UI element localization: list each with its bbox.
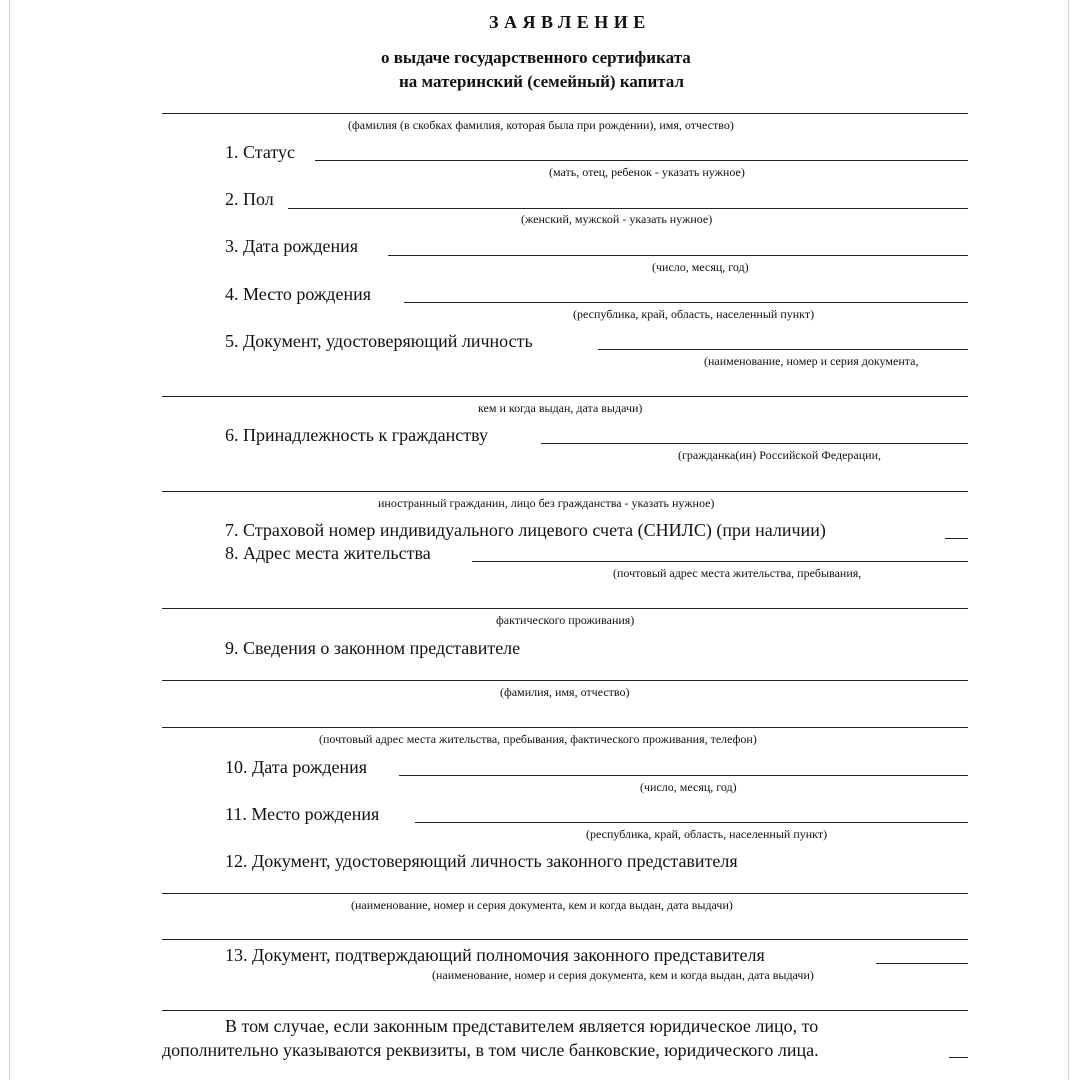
status-label: 1. Статус	[225, 142, 295, 162]
legal-entity-note-line-2: дополнительно указываются реквизиты, в том числе банковские, юридического лица.	[162, 1040, 819, 1060]
rep-authority-document-label: 13. Документ, подтверждающий полномочия законного представителя	[225, 945, 765, 965]
applicant-name-line[interactable]	[162, 113, 968, 114]
birth-place-hint: (республика, край, область, населенный пункт)	[573, 307, 815, 321]
address-hint-1: (почтовый адрес места жительства, пребывания,	[613, 566, 862, 580]
document-title: ЗАЯВЛЕНИЕ	[489, 12, 651, 32]
legal-entity-line[interactable]	[949, 1057, 968, 1058]
rep-authority-document-line-2[interactable]	[162, 1010, 968, 1011]
birth-date-label: 3. Дата рождения	[225, 236, 359, 256]
address-line[interactable]	[472, 561, 968, 562]
address-hint-2: фактического проживания)	[496, 613, 635, 627]
rep-identity-document-label: 12. Документ, удостоверяющий личность законного представителя	[225, 851, 738, 871]
rep-birth-place-line[interactable]	[415, 822, 968, 823]
page-edge-right	[1068, 0, 1069, 1080]
birth-place-label: 4. Место рождения	[225, 284, 372, 304]
birth-date-line[interactable]	[388, 255, 968, 256]
legal-entity-note-line-1: В том случае, если законным представителем является юридическое лицо, то	[225, 1016, 819, 1036]
status-line[interactable]	[315, 160, 968, 161]
address-line-2[interactable]	[162, 608, 968, 609]
status-hint: (мать, отец, ребенок - указать нужное)	[549, 165, 745, 179]
sex-line[interactable]	[288, 208, 968, 209]
citizenship-line-2[interactable]	[162, 491, 968, 492]
citizenship-line[interactable]	[541, 443, 968, 444]
identity-document-line-2[interactable]	[162, 396, 968, 397]
rep-identity-document-hint: (наименование, номер и серия документа, кем и когда выдан, дата выдачи)	[351, 898, 733, 912]
sex-label: 2. Пол	[225, 189, 274, 209]
citizenship-label: 6. Принадлежность к гражданству	[225, 425, 489, 445]
document-subtitle-line-1: о выдаче государственного сертификата	[381, 48, 691, 67]
representative-address-line[interactable]	[162, 727, 968, 728]
identity-document-hint-2: кем и когда выдан, дата выдачи)	[478, 401, 643, 415]
rep-authority-document-hint: (наименование, номер и серия документа, кем и когда выдан, дата выдачи)	[432, 968, 814, 982]
rep-birth-date-hint: (число, месяц, год)	[640, 780, 737, 794]
representative-name-hint: (фамилия, имя, отчество)	[500, 685, 630, 699]
rep-birth-date-line[interactable]	[399, 775, 968, 776]
snils-line[interactable]	[945, 538, 968, 539]
rep-identity-document-line-2[interactable]	[162, 939, 968, 940]
citizenship-hint-1: (гражданка(ин) Российской Федерации,	[678, 448, 882, 462]
rep-authority-document-line[interactable]	[876, 963, 968, 964]
identity-document-line[interactable]	[598, 349, 968, 350]
rep-birth-place-label: 11. Место рождения	[225, 804, 380, 824]
representative-label: 9. Сведения о законном представителе	[225, 638, 521, 658]
page-edge-left	[9, 0, 10, 1080]
birth-place-line[interactable]	[404, 302, 968, 303]
identity-document-hint-1: (наименование, номер и серия документа,	[704, 354, 919, 368]
birth-date-hint: (число, месяц, год)	[652, 260, 749, 274]
representative-address-hint: (почтовый адрес места жительства, пребывания, фактического проживания, телефон)	[319, 732, 757, 746]
document-subtitle-line-2: на материнский (семейный) капитал	[399, 72, 684, 91]
snils-label: 7. Страховой номер индивидуального лицевого счета (СНИЛС) (при наличии)	[225, 520, 826, 540]
rep-identity-document-line[interactable]	[162, 893, 968, 894]
identity-document-label: 5. Документ, удостоверяющий личность	[225, 331, 533, 351]
applicant-name-hint: (фамилия (в скобках фамилия, которая была при рождении), имя, отчество)	[348, 118, 734, 132]
address-label: 8. Адрес места жительства	[225, 543, 431, 563]
rep-birth-date-label: 10. Дата рождения	[225, 757, 368, 777]
sex-hint: (женский, мужской - указать нужное)	[521, 212, 713, 226]
rep-birth-place-hint: (республика, край, область, населенный пункт)	[586, 827, 828, 841]
representative-name-line[interactable]	[162, 680, 968, 681]
citizenship-hint-2: иностранный гражданин, лицо без гражданства - указать нужное)	[378, 496, 715, 510]
